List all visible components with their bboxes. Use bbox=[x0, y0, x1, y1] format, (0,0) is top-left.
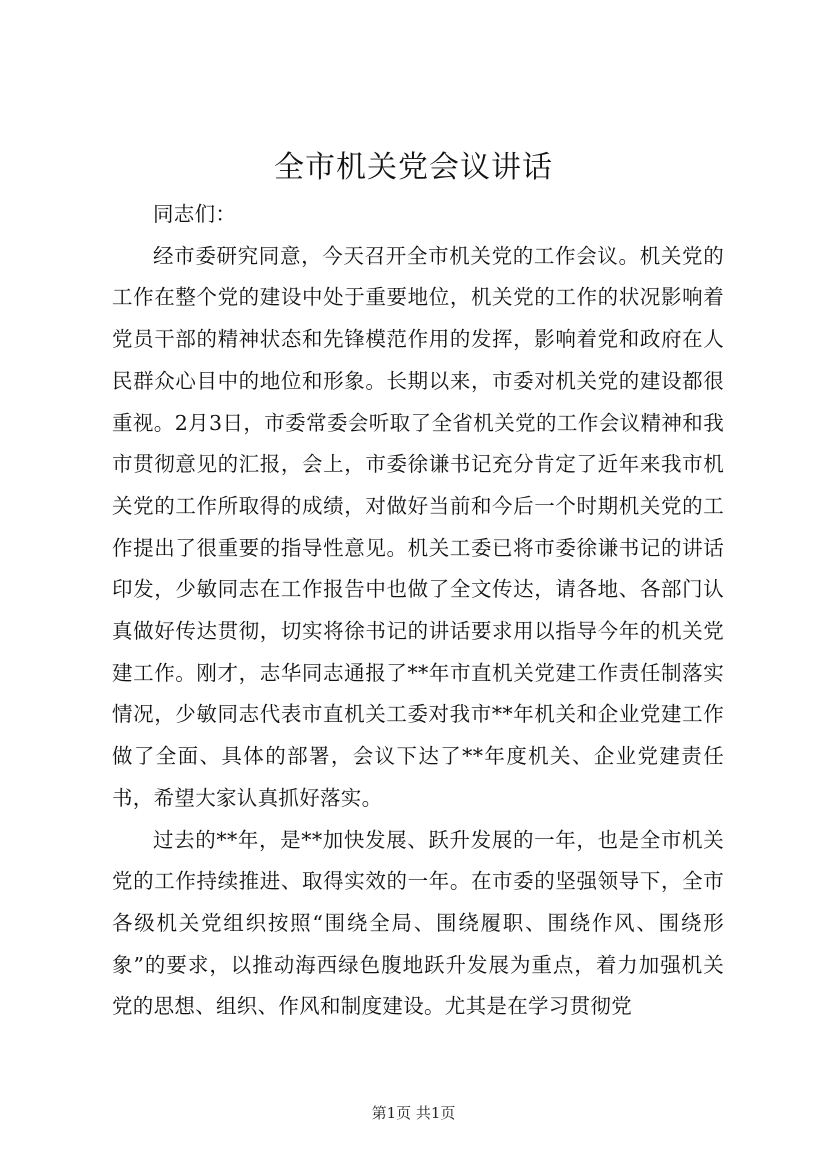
greeting: 同志们： bbox=[153, 202, 237, 226]
page-footer: 第1页 共1页 bbox=[371, 1104, 456, 1122]
paragraph: 经市委研究同意，今天召开全市机关党的工作会议。机关党的工作在整个党的建设中处于重要地位，机关党的工作的状况影响着党员干部的精神状态和先锋模范作用的发挥，影响着党和政府在人民群众心目中的地位和形象。长期以来，市委对机关党的建设都很重视。2月3日，市委常委会听取了全省机关党的工作会议精神和我市贯彻意见的汇报，会上，市委徐谦书记充分肯定了近年来我市机关党的工作所取得的成绩，对做好当前和今后一个时期机关党的工作提出了很重要的指导性意见。机关工委已将市委徐谦书记的讲话印发，少敏同志在工作报告中也做了全文传达，请各地、各部门认真做好传达贯彻，切实将徐书记的讲话要求用以指导今年的机关党建工作。刚才，志华同志通报了**年市直机关党建工作责任制落实情况，少敏同志代表市直机关工委对我市**年机关和企业党建工作做了全面、具体的部署，会议下达了**年度机关、企业党建责任书，希望大家认真抓好落实。 bbox=[112, 243, 724, 810]
document-body bbox=[112, 194, 724, 1028]
document-title: 全市机关党会议讲话 bbox=[274, 150, 553, 185]
paragraph: 过去的**年，是**加快发展、跃升发展的一年，也是全市机关党的工作持续推进、取得实效的一年。在市委的坚强领导下，全市各级机关党组织按照“围绕全局、围绕履职、围绕作风、围绕形象”的要求，以推动海西绿色腹地跃升发展为重点，着力加强机关党的思想、组织、作风和制度建设。尤其是在学习贯彻党 bbox=[112, 827, 724, 1019]
